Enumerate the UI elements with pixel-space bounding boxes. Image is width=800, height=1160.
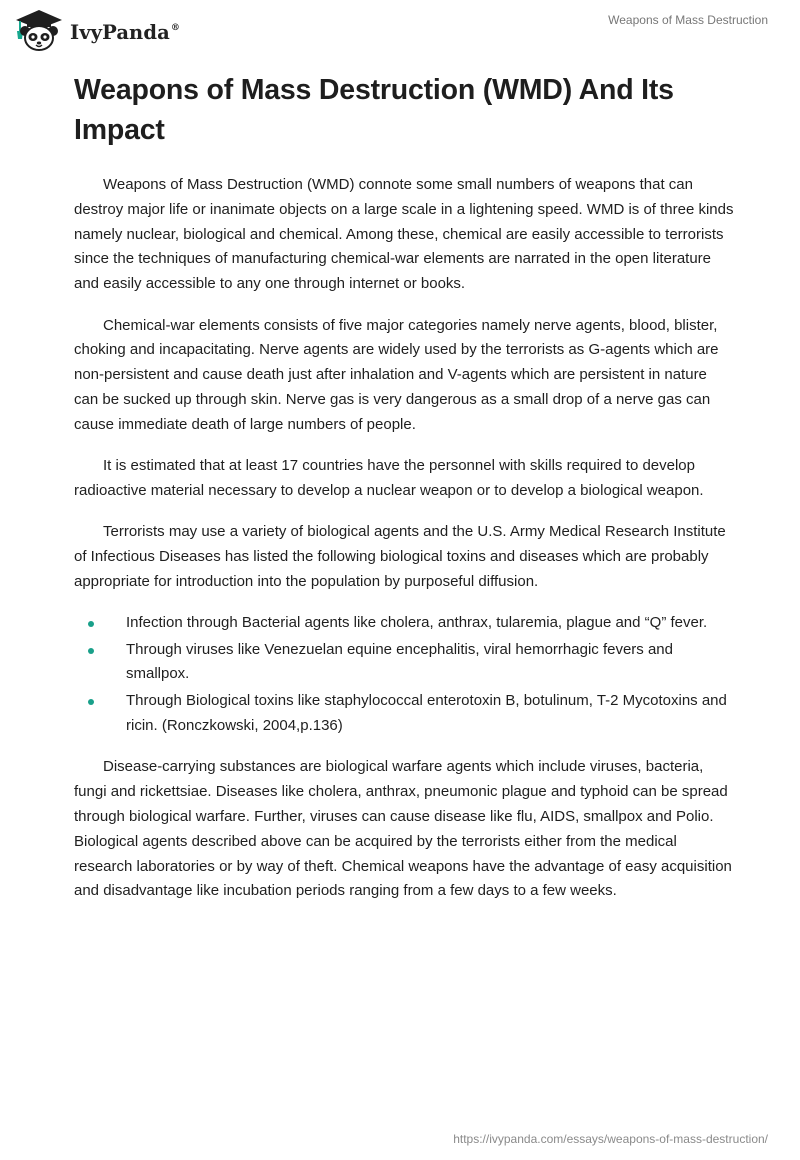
bullet-icon [88, 648, 94, 654]
paragraph: Weapons of Mass Destruction (WMD) connote some small numbers of weapons that can destroy major life or inanimate objects on a large scale in a lightening speed. WMD is of three kinds namely nuclear, biological and chemical. Among these, chemical are easily accessible to terrorists since the techniques of manufacturing chemical-war elements are narrated in the open literature and easily accessible to any one through internet or books. [74, 176, 734, 293]
article [74, 70, 734, 904]
page-title: Weapons of Mass Destruction (WMD) And Its Impact [74, 74, 674, 146]
ivypanda-logo[interactable] [14, 9, 180, 53]
paragraph: Terrorists may use a variety of biological agents and the U.S. Army Medical Research Institute of Infectious Diseases has listed the following biological toxins and diseases which are probably appropriate for introduction into the population by purposeful diffusion. [74, 523, 726, 590]
bullet-list [74, 611, 734, 739]
list-item-text: Infection through Bacterial agents like cholera, anthrax, tularemia, plague and “Q” fever. [126, 613, 708, 631]
paragraph: It is estimated that at least 17 countries have the personnel with skills required to develop radioactive material necessary to develop a nuclear weapon or to develop a biological weapon. [74, 457, 704, 499]
list-item-text: Through Biological toxins like staphylococcal enterotoxin B, botulinum, T-2 Mycotoxins and ricin. (Ronczkowski, 2004,p.136) [126, 692, 727, 734]
paragraph: Chemical-war elements consists of five major categories namely nerve agents, blood, blister, choking and incapacitating. Nerve agents are widely used by the terrorists as G-agents which are non-persistent and cause death just after inhalation and V-agents which are persistent in nature can be sucked up through skin. Nerve gas is very dangerous as a small drop of a nerve gas can cause immediate death of large numbers of people. [74, 316, 719, 433]
running-title: Weapons of Mass Destruction [608, 13, 768, 27]
list-item-text: Through viruses like Venezuelan equine encephalitis, viral hemorrhagic fevers and smallpox. [126, 640, 673, 683]
list-item [74, 689, 734, 739]
brand-name: IvyPanda® [70, 21, 180, 44]
paragraph: Disease-carrying substances are biological warfare agents which include viruses, bacteria, fungi and rickettsiae. Diseases like cholera, anthrax, pneumonic plague and typhoid can be spread through biological warfare. Further, viruses can cause disease like flu, AIDS, smallpox and Polio. Biological agents described above can be acquired by the terrorists either from the medical research laboratories or by way of theft. Chemical weapons have the advantage of easy acquisition and disadvantage like incubation periods ranging from a few days to a few weeks. [74, 758, 732, 900]
registered-mark: ® [170, 23, 180, 33]
source-url-link[interactable]: https://ivypanda.com/essays/weapons-of-mass-destruction/ [453, 1132, 768, 1146]
bullet-icon [88, 699, 94, 705]
bullet-icon [88, 621, 94, 627]
panda-graduate-icon [14, 9, 64, 53]
page-header [0, 0, 800, 64]
list-item [74, 611, 734, 636]
list-item [74, 638, 734, 688]
